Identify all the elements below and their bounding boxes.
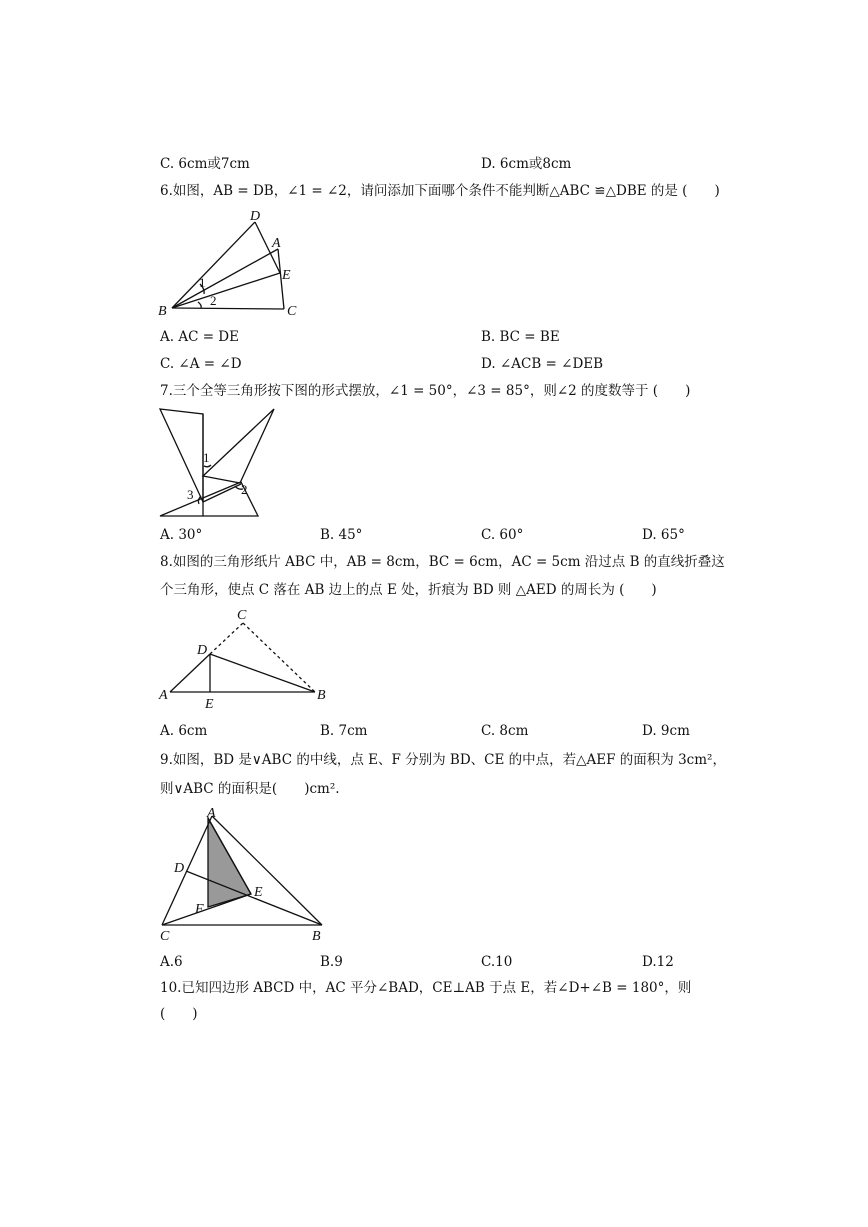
q6-option-d: D. ∠ACB = ∠DEB — [481, 356, 604, 372]
q8-label-c: C — [237, 608, 247, 623]
q10-stem-line1: 10.已知四边形 ABCD 中，AC 平分∠BAD，CE⊥AB 于点 E，若∠D+∠B = 180°，则 — [160, 980, 692, 996]
q7-figure — [155, 404, 280, 520]
q8-stem-line1: 8.如图的三角形纸片 ABC 中，AB = 8cm，BC = 6cm，AC = 5cm 沿过点 B 的直线折叠这 — [160, 554, 725, 570]
q9-label-f: F — [195, 902, 204, 917]
q9-label-e: E — [254, 885, 263, 900]
q7-option-c: C. 60° — [481, 527, 524, 543]
q9-option-d: D.12 — [642, 954, 674, 970]
q9-option-a: A.6 — [160, 954, 183, 970]
q9-label-b: B — [312, 929, 321, 944]
q9-label-a: A — [207, 806, 216, 821]
q6-label-e: E — [282, 268, 291, 283]
q7-angle-2: 2 — [241, 482, 248, 497]
q6-label-c: C — [287, 304, 297, 319]
q5-option-c: C. 6cm或7cm — [160, 156, 250, 172]
q9-figure — [150, 804, 340, 944]
q6-option-c: C. ∠A = ∠D — [160, 356, 242, 372]
q6-figure — [150, 205, 310, 320]
q7-angle-3: 3 — [187, 487, 194, 502]
q8-option-b: B. 7cm — [320, 723, 368, 739]
q8-label-d: D — [197, 643, 208, 658]
q6-option-b: B. BC = BE — [481, 329, 560, 345]
q9-stem-line1: 9.如图，BD 是∨ABC 的中线，点 E、F 分别为 BD、CE 的中点，若△AEF 的面积为 3cm²， — [160, 752, 726, 768]
q10-stem-line2: ( ) — [160, 1006, 198, 1022]
q8-option-d: D. 9cm — [642, 723, 690, 739]
q6-stem: 6.如图，AB = DB，∠1 = ∠2，请问添加下面哪个条件不能判断△ABC ≌△DBE 的是 ( ) — [160, 183, 720, 199]
q9-option-c: C.10 — [481, 954, 513, 970]
q6-angle-2: 2 — [210, 293, 217, 308]
q6-angle-1: 1 — [199, 275, 206, 290]
q5-option-d: D. 6cm或8cm — [481, 156, 572, 172]
q6-label-d: D — [250, 209, 261, 224]
q9-label-d: D — [174, 861, 185, 876]
q8-option-a: A. 6cm — [160, 723, 208, 739]
q8-figure — [155, 604, 335, 712]
q8-stem-line2: 个三角形，使点 C 落在 AB 边上的点 E 处，折痕为 BD 则 △AED 的周长为 ( ) — [160, 582, 657, 598]
q8-label-e: E — [205, 697, 214, 712]
q7-option-d: D. 65° — [642, 527, 685, 543]
q7-angle-1: 1 — [203, 450, 210, 465]
q8-option-c: C. 8cm — [481, 723, 529, 739]
q6-label-b: B — [158, 304, 167, 319]
q7-stem: 7.三个全等三角形按下图的形式摆放，∠1 = 50°，∠3 = 85°，则∠2 的度数等于 ( ) — [160, 383, 691, 399]
q6-label-a: A — [272, 236, 281, 251]
q8-label-b: B — [317, 688, 326, 703]
q6-option-a: A. AC = DE — [160, 329, 239, 345]
q7-option-a: A. 30° — [160, 527, 203, 543]
q9-label-c: C — [160, 929, 170, 944]
q8-label-a: A — [159, 688, 168, 703]
q9-stem-line2: 则∨ABC 的面积是( )cm². — [160, 781, 340, 797]
q7-option-b: B. 45° — [320, 527, 363, 543]
q9-option-b: B.9 — [320, 954, 343, 970]
